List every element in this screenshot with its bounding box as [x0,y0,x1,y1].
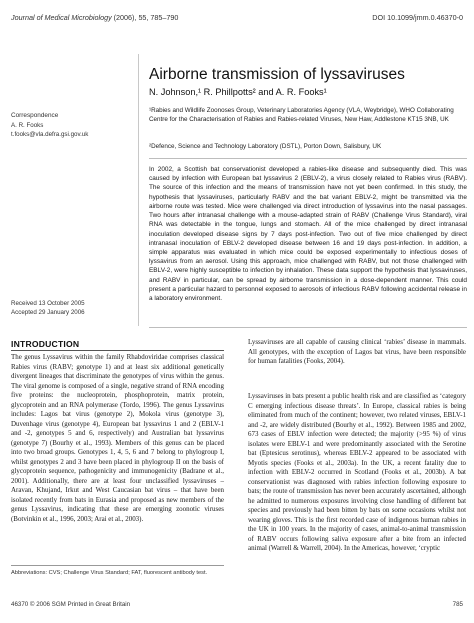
introduction-right-paragraph-1: Lyssaviruses are all capable of causing clinical ‘rabies’ disease in mammals. All genotypes, with the exception of Lagos bat virus, have been responsible for human fatalities (Fooks, 2004). [248,338,466,366]
heading-rule [11,350,224,351]
article-title: Airborne transmission of lyssaviruses [149,66,405,83]
correspondence-email: t.fooks@vla.defra.gsi.gov.uk [11,131,89,139]
affiliation-2: ²Defence, Science and Technology Laboratory (DSTL), Porton Down, Salisbury, UK [149,143,382,150]
correspondence-name: A. R. Fooks [11,122,44,130]
article-authors: N. Johnson,¹ R. Phillpotts² and A. R. Fooks¹ [149,87,327,97]
abbreviations-footnote: Abbreviations: CVS; Challenge Virus Standard; FAT, fluorescent antibody test. [11,570,208,576]
abstract-divider [149,327,467,328]
page-footer [11,601,463,613]
accepted-date: Accepted 29 January 2006 [11,308,85,316]
abstract: In 2002, a Scottish bat conservationist developed a rabies-like disease and subsequently died. This was caused by infection with European bat lyssavirus 2 (EBLV-2), a virus closely related to Rabies virus (RABV). The source of this infection and the means of transmission have not yet been confirmed. In this study, the hypothesis that lyssaviruses, particularly RABV and the bat variant EBLV-2, might be transmitted via the airborne route was tested. Mice were challenged via direct introduction of lyssavirus into the nasal passages. Two hours after intranasal challenge with a mouse-adapted strain of RABV (Challenge Virus Standard), viral RNA was detectable in the tongue, lungs and stomach. All of the mice challenged by direct intranasal inoculation developed disease signs by 7 days post-infection. Two out of five mice challenged by direct intranasal inoculation of EBLV-2 developed disease between 16 and 19 days post-infection. In addition, a simple apparatus was evaluated in which mice could be exposed experimentally to infectious doses of lyssavirus from an aerosol. Using this approach, mice challenged with RABV, but not those challenged with EBLV-2, were highly susceptible to infection by inhalation. These data support the hypothesis that lyssaviruses, and RABV in particular, can be spread by airborne transmission in a dose-dependent manner. This could present a particular hazard to personnel exposed to aerosols of infectious RABV following accidental release in a laboratory environment. [149,158,467,303]
journal-volume-pages: (2006), 55, 785–790 [111,13,179,22]
introduction-right-paragraph-2: Lyssaviruses in bats present a public health risk and are classified as ‘category C emerging infectious disease threats’. In Europe, classical rabies is being eliminated from much of the continent; however, two related viruses, EBLV-1 and -2, are widely distributed (Bourhy et al., 1992). Between 1985 and 2002, 673 cases of EBLV infection were detected; the majority (>95 %) of virus isolates were EBLV-1 and were predominantly associated with the Serotine bat (Eptesicus serotinus), whereas EBLV-2 appeared to be associated with Myotis species (Fooks et al., 2003a). In the UK, a recent fatality due to infection with EBLV-2 occurred in Scotland (Fooks et al., 2003b). A bat conservationist was diagnosed with rabies infection following exposure to bats; the route of transmission has never been accurately ascertained, although he admitted to numerous exposures involving close handling of different bat species and previously had been bitten by bats on some occasions whilst not wearing gloves. This is the first recorded case of indigenous human rabies in the UK in 100 years. In the majority of cases, animal-to-animal transmission of RABV occurs following saliva exposure after a bite from an infected animal (Warrell & Warrell, 2004). In the Americas, however, ‘cryptic [248,392,466,553]
running-header [11,11,463,25]
journal-citation [11,13,178,22]
page-number: 785 [452,601,463,608]
article-dates [11,300,131,318]
introduction-left-column: The genus Lyssavirus within the family Rhabdoviridae comprises classical Rabies virus (RABV; genotype 1) and at least six additional genetically divergent lineages that discriminate the genotypes of virus within the genus. The viral genome is composed of a single, negative strand of RNA encoding five proteins: the nucleoprotein, phosphoprotein, matrix protein, glycoprotein and an RNA polymerase (Tordo, 1996). The genus Lyssavirus includes: Lagos bat virus (genotype 2), Mokola virus (genotype 3), Duvenhage virus (genotype 4), European bat lyssavirus 1 and 2 (EBLV-1 and -2, genotypes 5 and 6, respectively) and Australian bat lyssavirus (genotype 7) (Bourhy et al., 1993). Members of this genus can be placed into two broad groups. Genotypes 1, 4, 5, 6 and 7 belong to phylogroup I, whilst genotypes 2 and 3 have been placed in phylogroup II on the basis of glycoprotein sequence, pathogenicity and immunogenicity (Badrane et al., 2001). Additionally, there are at least four unclassified lyssaviruses – Aravan, Khujand, Irkut and West Caucasian bat virus – that have been isolated recently from bats in Eurasia and proposed as new members of the genus Lyssavirus, indicating that these are emerging zoonotic viruses (Botvinkin et al., 1996, 2003; Arai et al., 2003). [11,353,224,523]
correspondence-label: Correspondence [11,112,59,119]
correspondence-block [11,111,131,140]
footer-copyright: 46370 © 2006 SGM Printed in Great Britain [11,601,131,608]
introduction-heading: INTRODUCTION [11,339,80,349]
column-divider [138,54,139,326]
received-date: Received 13 October 2005 [11,300,85,307]
affiliation-1: ¹Rabies and Wildlife Zoonoses Group, Veterinary Laboratories Agency (VLA, Weybridge), WHO Collaborating Centre for the Characterisation of Rabies and Rabies-related Viruses, New Haw, Addlestone KT15 3NB, UK [149,107,454,123]
doi: DOI 10.1099/jmm.0.46370-0 [372,13,463,22]
footnote-rule [11,565,224,566]
journal-name: Journal of Medical Microbiology [11,13,112,22]
